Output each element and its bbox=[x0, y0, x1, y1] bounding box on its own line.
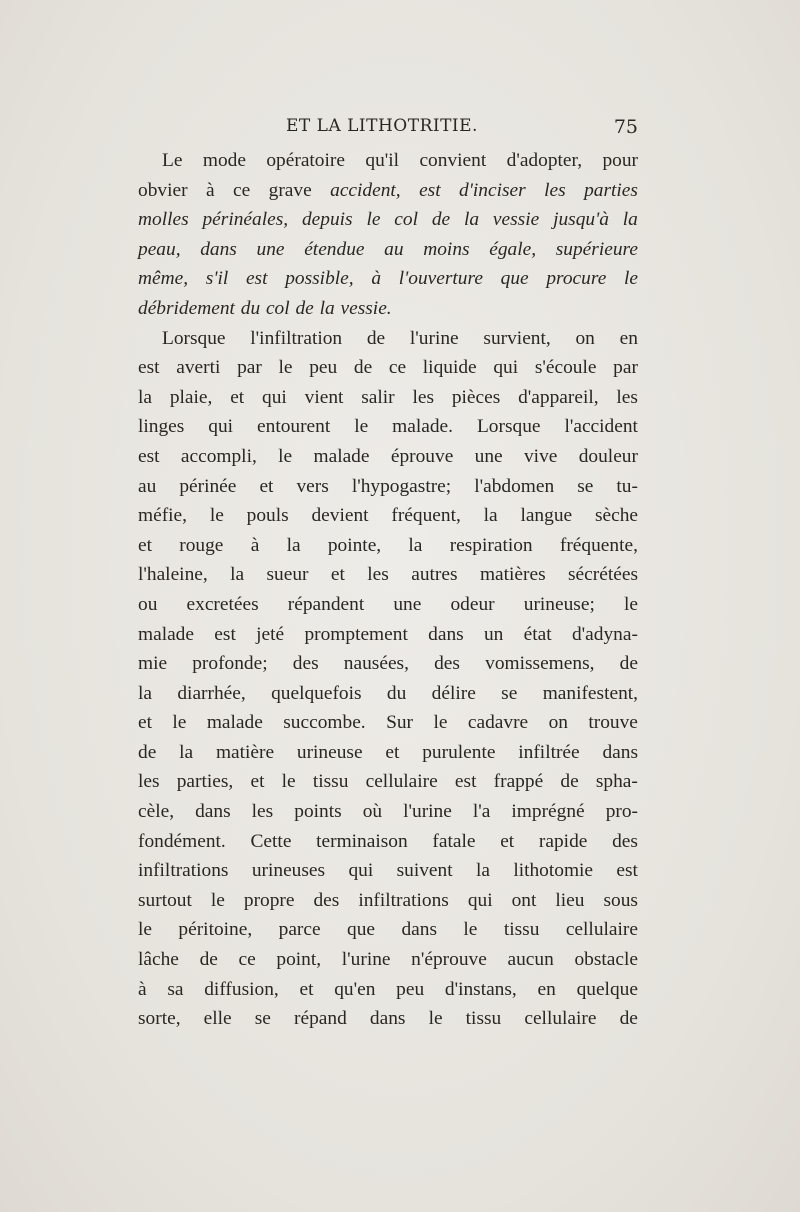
word: débridement bbox=[138, 297, 235, 319]
word: cadavre bbox=[467, 712, 529, 734]
word: que bbox=[500, 268, 529, 290]
word: du bbox=[386, 682, 407, 704]
word: tissu bbox=[312, 771, 349, 793]
word: où bbox=[362, 801, 383, 823]
word: ce bbox=[238, 949, 256, 971]
word: de bbox=[366, 327, 386, 349]
word: devient bbox=[311, 505, 369, 527]
word: qu'il bbox=[365, 150, 400, 171]
word: est bbox=[454, 771, 477, 793]
word: diarrhée, bbox=[177, 682, 246, 704]
word: les bbox=[251, 801, 274, 823]
text-line bbox=[138, 827, 638, 857]
word: malade bbox=[313, 445, 370, 467]
word: la bbox=[179, 741, 194, 763]
word: procure bbox=[546, 268, 607, 290]
text-line bbox=[138, 975, 638, 1005]
word: par bbox=[613, 357, 638, 379]
word: entourent bbox=[257, 416, 331, 438]
word: malade. bbox=[392, 416, 453, 438]
text-line bbox=[138, 886, 638, 916]
word: le bbox=[278, 357, 293, 379]
word: la bbox=[286, 534, 301, 556]
word: manifestent, bbox=[542, 682, 638, 704]
text-line bbox=[138, 856, 638, 886]
word: douleur bbox=[578, 445, 638, 467]
word: ce bbox=[233, 179, 251, 201]
word: le bbox=[209, 505, 224, 527]
word: à bbox=[250, 534, 260, 556]
word: qui bbox=[208, 416, 234, 438]
word: l'abdomen bbox=[474, 475, 555, 497]
word: parties bbox=[584, 179, 638, 201]
word: Lorsque bbox=[162, 327, 226, 349]
word: les bbox=[544, 179, 566, 201]
word: de bbox=[353, 357, 373, 379]
word: terminaison bbox=[316, 830, 408, 852]
word: peu bbox=[309, 357, 338, 379]
word: et bbox=[230, 386, 245, 408]
word: sèche bbox=[594, 505, 638, 527]
word: respiration bbox=[449, 534, 533, 556]
word: l'a bbox=[472, 801, 491, 823]
word: le bbox=[366, 209, 381, 231]
word: et bbox=[250, 771, 265, 793]
word: d'appareil, bbox=[518, 386, 599, 408]
word: les bbox=[412, 386, 434, 408]
word: grave bbox=[268, 179, 312, 201]
word: odeur bbox=[450, 593, 495, 615]
word: les bbox=[367, 564, 389, 586]
word: de bbox=[295, 297, 314, 319]
word: n'éprouve bbox=[411, 949, 487, 971]
word: accompli, bbox=[180, 445, 257, 467]
text-line bbox=[138, 797, 638, 827]
word: le bbox=[463, 919, 478, 941]
word: d'adopter, bbox=[506, 150, 583, 171]
word: lieu bbox=[555, 889, 585, 911]
text-line bbox=[138, 560, 638, 590]
word: dans bbox=[200, 238, 237, 260]
text-line bbox=[138, 620, 638, 650]
word: l'ouverture bbox=[398, 268, 483, 290]
word: en bbox=[537, 978, 556, 1000]
word: d'instans, bbox=[444, 978, 517, 1000]
word: elle bbox=[203, 1008, 232, 1030]
word: on bbox=[548, 712, 568, 734]
word: vers bbox=[296, 475, 329, 497]
word: trouve bbox=[588, 712, 638, 734]
word: mode bbox=[202, 150, 246, 171]
word: vessie bbox=[492, 209, 540, 231]
text-line bbox=[138, 649, 638, 679]
word: jeté bbox=[256, 623, 285, 645]
word: mie bbox=[138, 653, 168, 675]
word: tissu bbox=[503, 919, 540, 941]
word: accident, bbox=[330, 179, 401, 201]
word: liquide bbox=[422, 357, 477, 379]
word: de bbox=[619, 653, 638, 675]
word: se bbox=[501, 682, 518, 704]
word: fréquent, bbox=[391, 505, 461, 527]
word: la bbox=[483, 505, 498, 527]
text-line bbox=[138, 738, 638, 768]
word: se bbox=[577, 475, 594, 497]
word: des bbox=[612, 830, 638, 852]
word: vomissemens, bbox=[485, 653, 595, 675]
word: le bbox=[278, 445, 293, 467]
word: un bbox=[483, 623, 504, 645]
word: égale, bbox=[489, 238, 537, 260]
word: rapide bbox=[538, 830, 588, 852]
word: points bbox=[294, 801, 342, 823]
word: d'adyna- bbox=[571, 623, 638, 645]
word: quelque bbox=[576, 978, 638, 1000]
word: quelquefois bbox=[271, 682, 362, 704]
word: obstacle bbox=[574, 949, 638, 971]
text-line bbox=[138, 235, 638, 265]
word: est bbox=[616, 860, 638, 882]
word: le bbox=[138, 919, 152, 941]
word: la bbox=[463, 209, 480, 231]
word: le bbox=[354, 416, 369, 438]
word: point, bbox=[276, 949, 322, 971]
page-number: 75 bbox=[613, 116, 638, 138]
word: fondément. bbox=[138, 830, 226, 852]
word: que bbox=[347, 919, 376, 941]
text-line bbox=[138, 324, 638, 354]
word: dans bbox=[195, 801, 231, 823]
word: est bbox=[214, 623, 236, 645]
word: pour bbox=[602, 150, 638, 171]
word: peu bbox=[396, 978, 425, 1000]
word: dans bbox=[369, 1008, 406, 1030]
word: les bbox=[616, 386, 638, 408]
running-head: ET LA LITHOTRITIE. bbox=[286, 116, 478, 136]
word: étendue bbox=[304, 238, 365, 260]
word: cellulaire bbox=[365, 771, 438, 793]
word: qu'en bbox=[334, 978, 376, 1000]
word: dans bbox=[401, 919, 437, 941]
word: propre bbox=[243, 889, 295, 911]
word: supérieure bbox=[555, 238, 638, 260]
word: depuis bbox=[301, 209, 353, 231]
word: et bbox=[259, 475, 274, 497]
word: obvier bbox=[138, 179, 188, 201]
word: langue bbox=[520, 505, 573, 527]
word: le bbox=[428, 1008, 443, 1030]
word: plaie, bbox=[169, 386, 213, 408]
word: la bbox=[138, 682, 152, 704]
word: urineuse bbox=[296, 741, 363, 763]
word: répandent bbox=[287, 593, 365, 615]
word: de bbox=[560, 771, 579, 793]
word: cèle, bbox=[138, 801, 175, 823]
word: le bbox=[172, 712, 187, 734]
word: opératoire bbox=[266, 150, 345, 171]
text-line bbox=[138, 501, 638, 531]
word: qui bbox=[467, 889, 493, 911]
word: méfie, bbox=[138, 505, 187, 527]
word: des bbox=[434, 653, 460, 675]
word: et bbox=[138, 534, 152, 556]
word: nausées, bbox=[343, 653, 409, 675]
word: linges bbox=[138, 416, 185, 438]
word: pro- bbox=[605, 801, 638, 823]
word: urineuse; bbox=[523, 593, 595, 615]
word: la bbox=[138, 386, 152, 408]
word: et bbox=[330, 564, 345, 586]
word: par bbox=[237, 357, 262, 379]
word: matières bbox=[479, 564, 546, 586]
word: est bbox=[138, 445, 160, 467]
word: urineuses bbox=[251, 860, 326, 882]
text-line bbox=[138, 353, 638, 383]
word: infiltrations bbox=[358, 889, 449, 911]
word: la bbox=[230, 564, 245, 586]
word: excretées bbox=[186, 593, 259, 615]
word: l'infiltration bbox=[250, 327, 343, 349]
word: purulente bbox=[422, 741, 496, 763]
word: des bbox=[292, 653, 319, 675]
word: possible, bbox=[285, 268, 354, 290]
word: tissu bbox=[465, 1008, 502, 1030]
word: qui bbox=[348, 860, 374, 882]
word: sous bbox=[603, 889, 638, 911]
word: Cette bbox=[250, 830, 292, 852]
word: qui bbox=[262, 386, 287, 408]
word: périnée bbox=[179, 475, 237, 497]
word: sorte, bbox=[138, 1008, 181, 1030]
body-text bbox=[138, 146, 638, 1034]
word: averti bbox=[176, 357, 221, 379]
word: état bbox=[523, 623, 552, 645]
word: s'il bbox=[205, 268, 229, 290]
word: du bbox=[240, 297, 261, 319]
word: peau, bbox=[138, 238, 181, 260]
word: malade bbox=[206, 712, 263, 734]
word: Lorsque bbox=[476, 416, 541, 438]
word: matière bbox=[215, 741, 275, 763]
word: ou bbox=[138, 593, 158, 615]
word: parties, bbox=[176, 771, 234, 793]
page-header bbox=[138, 116, 638, 144]
word: molles bbox=[138, 209, 189, 231]
text-line bbox=[138, 531, 638, 561]
word: l'urine bbox=[403, 801, 452, 823]
word: à bbox=[205, 179, 215, 201]
word: profonde; bbox=[192, 653, 268, 675]
word: et bbox=[385, 741, 400, 763]
word: spha- bbox=[595, 771, 638, 793]
word: lithotomie bbox=[513, 860, 594, 882]
word: l'accident bbox=[564, 416, 638, 438]
word: d'inciser bbox=[459, 179, 526, 201]
word: de bbox=[199, 949, 218, 971]
word: pointe, bbox=[327, 534, 382, 556]
word: et bbox=[138, 712, 152, 734]
word: frappé bbox=[493, 771, 544, 793]
word: la bbox=[475, 860, 490, 882]
word: convient bbox=[419, 150, 487, 171]
word: promptement bbox=[304, 623, 408, 645]
word: à bbox=[371, 268, 382, 290]
text-line bbox=[138, 294, 638, 324]
word: diffusion, bbox=[204, 978, 279, 1000]
word: l'hypogastre; bbox=[351, 475, 452, 497]
word: une bbox=[393, 593, 422, 615]
word: des bbox=[313, 889, 340, 911]
word: de bbox=[431, 209, 451, 231]
word: délire bbox=[431, 682, 476, 704]
word: est bbox=[138, 357, 160, 379]
word: qui bbox=[493, 357, 519, 379]
text-line bbox=[138, 412, 638, 442]
word: ce bbox=[388, 357, 407, 379]
word: s'écoule bbox=[534, 357, 597, 379]
word: malade bbox=[138, 623, 194, 645]
word: salir bbox=[361, 386, 395, 408]
word: succombe. bbox=[283, 712, 366, 734]
word: cellulaire bbox=[524, 1008, 597, 1030]
word: péritoine, bbox=[178, 919, 253, 941]
word: le bbox=[624, 268, 638, 290]
word: l'haleine, bbox=[138, 564, 208, 586]
text-line bbox=[138, 915, 638, 945]
word: le bbox=[623, 593, 638, 615]
word: se bbox=[254, 1008, 271, 1030]
word: Sur bbox=[386, 712, 414, 734]
word: fréquente, bbox=[559, 534, 638, 556]
text-line bbox=[138, 176, 638, 206]
word: les bbox=[138, 771, 160, 793]
word: éprouve bbox=[390, 445, 454, 467]
word: tu- bbox=[616, 475, 638, 497]
text-line bbox=[138, 945, 638, 975]
text-line bbox=[138, 679, 638, 709]
word: pièces bbox=[451, 386, 501, 408]
text-line bbox=[138, 708, 638, 738]
word: survient, bbox=[483, 327, 551, 349]
text-line bbox=[138, 383, 638, 413]
word: rouge bbox=[179, 534, 224, 556]
word: à bbox=[138, 978, 147, 1000]
word: vessie. bbox=[340, 297, 392, 319]
word: fatale bbox=[432, 830, 476, 852]
word: est bbox=[245, 268, 268, 290]
word: col bbox=[265, 297, 290, 319]
word: sueur bbox=[266, 564, 309, 586]
word: la bbox=[319, 297, 335, 319]
text-line bbox=[138, 590, 638, 620]
text-line bbox=[138, 1004, 638, 1034]
word: de bbox=[619, 1008, 638, 1030]
word: moins bbox=[423, 238, 470, 260]
word: au bbox=[384, 238, 404, 260]
word: le bbox=[281, 771, 296, 793]
word: une bbox=[256, 238, 285, 260]
word: autres bbox=[411, 564, 458, 586]
word: on bbox=[575, 327, 595, 349]
text-line bbox=[138, 264, 638, 294]
word: parce bbox=[278, 919, 321, 941]
text-line bbox=[138, 767, 638, 797]
word: surtout bbox=[138, 889, 192, 911]
word: infiltrée bbox=[518, 741, 580, 763]
word: ont bbox=[511, 889, 537, 911]
word: suivent bbox=[396, 860, 453, 882]
word: et bbox=[299, 978, 314, 1000]
word: imprégné bbox=[511, 801, 585, 823]
text-line bbox=[138, 472, 638, 502]
word: vient bbox=[304, 386, 344, 408]
word: répand bbox=[294, 1008, 347, 1030]
word: dans bbox=[602, 741, 638, 763]
word: pouls bbox=[246, 505, 289, 527]
word: vive bbox=[523, 445, 558, 467]
word: même, bbox=[138, 268, 189, 290]
word: la bbox=[408, 534, 423, 556]
word: en bbox=[619, 327, 638, 349]
word: col bbox=[394, 209, 418, 231]
word: au bbox=[138, 475, 157, 497]
word: cellulaire bbox=[565, 919, 638, 941]
word: est bbox=[419, 179, 441, 201]
word: dans bbox=[428, 623, 464, 645]
word: sécrétées bbox=[568, 564, 638, 586]
word: le bbox=[433, 712, 448, 734]
text-line bbox=[138, 146, 638, 176]
word: aucun bbox=[507, 949, 554, 971]
word: la bbox=[622, 209, 638, 231]
word: Le bbox=[162, 150, 183, 171]
text-line bbox=[138, 205, 638, 235]
word: le bbox=[210, 889, 225, 911]
text-line bbox=[138, 442, 638, 472]
word: et bbox=[500, 830, 515, 852]
word: périnéales, bbox=[202, 209, 289, 231]
word: infiltrations bbox=[138, 860, 229, 882]
word: lâche bbox=[138, 949, 179, 971]
word: une bbox=[474, 445, 503, 467]
word: de bbox=[138, 741, 157, 763]
word: sa bbox=[167, 978, 184, 1000]
word: l'urine bbox=[409, 327, 459, 349]
word: jusqu'à bbox=[553, 209, 609, 231]
word: l'urine bbox=[341, 949, 391, 971]
